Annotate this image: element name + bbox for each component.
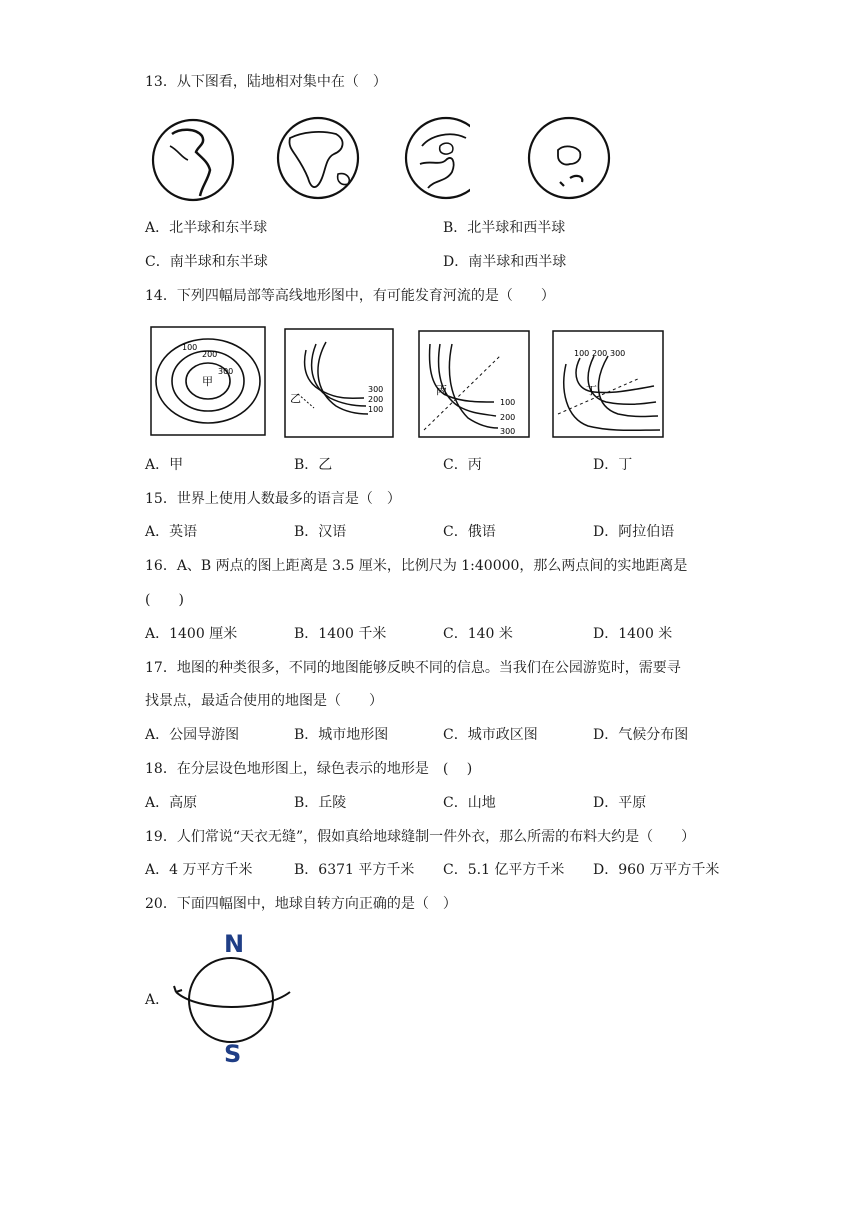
jia-label-100: 100 [182,343,198,352]
jia-label-300: 300 [218,367,234,376]
q17-stem-line1: 17．地图的种类很多，不同的地图能够反映不同的信息。当我们在公园游览时，需要寻 [145,660,681,676]
q20-stem: 20．下面四幅图中，地球自转方向正确的是（ ） [145,896,457,912]
ding-label-200: 200 [592,349,608,358]
contour-map-bing [418,330,530,438]
q15-option-d[interactable]: D．阿拉伯语 [593,524,675,540]
q17-stem-line2: 找景点，最适合使用的地图是（ ） [145,693,383,709]
q14-option-a[interactable]: A．甲 [145,457,184,473]
q13-option-b[interactable]: B．北半球和西半球 [443,220,566,236]
yi-label-200: 200 [368,395,384,404]
q18-option-d[interactable]: D．平原 [593,795,647,811]
globe-northern-hemisphere [406,118,470,198]
q13-option-a[interactable]: A．北半球和东半球 [145,220,268,236]
yi-point-name: 乙 [290,392,301,405]
south-label: S [224,1040,242,1068]
globe-eastern-hemisphere [278,118,358,198]
q18-option-b[interactable]: B．丘陵 [294,795,347,811]
q18-option-a[interactable]: A．高原 [145,795,198,811]
yi-label-300: 300 [368,385,384,394]
q19-option-b[interactable]: B．6371 平方千米 [294,862,415,878]
q19-option-a[interactable]: A．4 万平方千米 [145,862,253,878]
q17-option-b[interactable]: B．城市地形图 [294,727,389,743]
q19-option-d[interactable]: D．960 万平方千米 [593,862,720,878]
q16-option-a[interactable]: A．1400 厘米 [145,626,238,642]
yi-label-100: 100 [368,405,384,414]
q15-option-b[interactable]: B．汉语 [294,524,347,540]
globe-southern-hemisphere [524,116,614,206]
ding-label-100: 100 [574,349,590,358]
bing-point-name: 丙 [436,384,447,397]
q13-option-c[interactable]: C．南半球和东半球 [145,254,268,270]
q15-option-a[interactable]: A．英语 [145,524,198,540]
globe-western-hemisphere [153,120,233,200]
q16-option-c[interactable]: C．140 米 [443,626,513,642]
q19-option-c[interactable]: C．5.1 亿平方千米 [443,862,565,878]
q15-option-c[interactable]: C．俄语 [443,524,496,540]
q16-option-d[interactable]: D．1400 米 [593,626,673,642]
q17-option-d[interactable]: D．气候分布图 [593,727,689,743]
contour-map-ding [552,330,664,438]
contour-map-jia [150,326,266,436]
bing-label-200: 200 [500,413,516,422]
earth-rotation-figure-a [168,930,298,1070]
q14-option-c[interactable]: C．丙 [443,457,482,473]
bing-label-100: 100 [500,398,516,407]
ding-point-name: 丁 [586,384,597,397]
q18-option-c[interactable]: C．山地 [443,795,496,811]
q19-stem: 19．人们常说“天衣无缝”，假如真给地球缝制一件外衣，那么所需的布料大约是（ ） [145,829,696,845]
q17-option-a[interactable]: A．公园导游图 [145,727,240,743]
q13-stem: 13．从下图看，陆地相对集中在（ ） [145,74,387,90]
q14-option-d[interactable]: D．丁 [593,457,633,473]
north-label: N [224,930,245,958]
q14-stem: 14．下列四幅局部等高线地形图中，有可能发育河流的是（ ） [145,288,555,304]
q16-stem-line1: 16．A、B 两点的图上距离是 3.5 厘米，比例尺为 1:40000，那么两点间的实地距离是 [145,558,688,574]
rotation-arrow-icon [174,986,182,992]
q14-option-b[interactable]: B．乙 [294,457,333,473]
q15-stem: 15．世界上使用人数最多的语言是（ ） [145,491,401,507]
contour-map-yi [284,328,394,438]
q17-option-c[interactable]: C．城市政区图 [443,727,538,743]
q20-option-a[interactable]: A． [145,992,170,1008]
q13-option-d[interactable]: D．南半球和西半球 [443,254,567,270]
ding-label-300: 300 [610,349,626,358]
q16-option-b[interactable]: B．1400 千米 [294,626,387,642]
bing-label-300: 300 [500,427,516,436]
q16-stem-line2: ( ) [145,592,184,608]
q18-stem: 18．在分层设色地形图上，绿色表示的地形是 ( ) [145,761,473,777]
jia-peak-name: 甲 [202,375,213,388]
q13-hemisphere-figures [150,116,470,206]
jia-label-200: 200 [202,350,218,359]
